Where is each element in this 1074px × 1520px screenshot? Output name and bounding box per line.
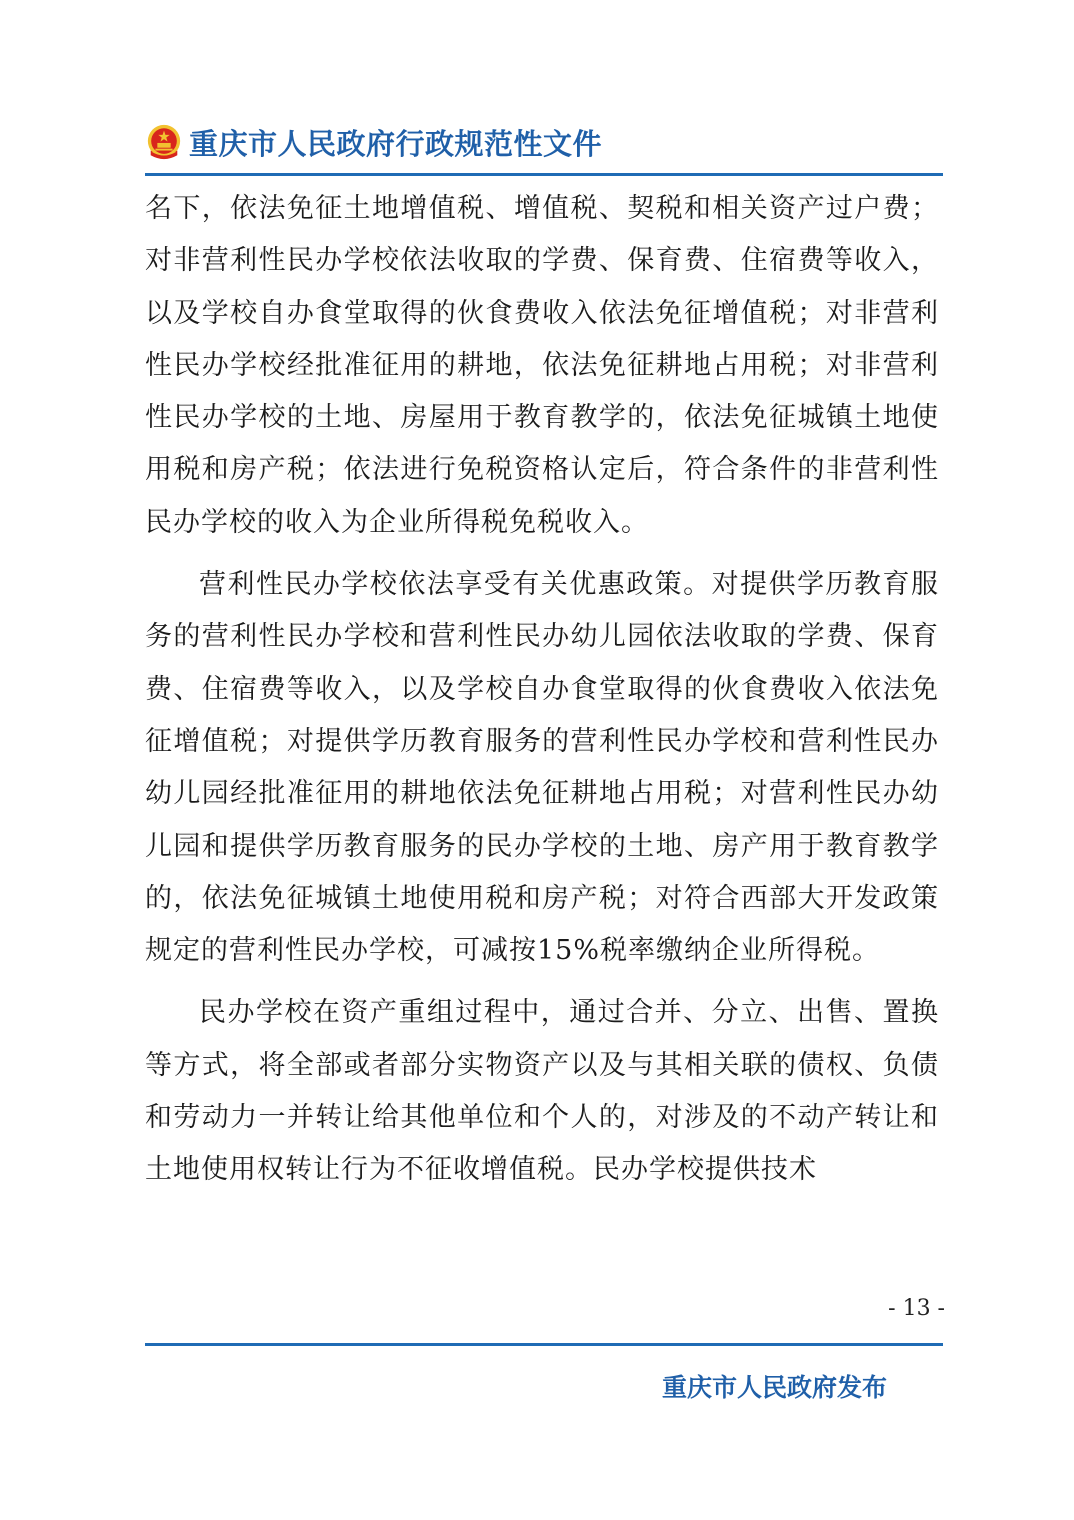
document-body	[145, 183, 939, 1197]
header-title: 重庆市人民政府行政规范性文件	[189, 126, 603, 161]
document-header	[145, 118, 602, 166]
footer-divider	[145, 1343, 943, 1346]
body-paragraph-1: 名下，依法免征土地增值税、增值税、契税和相关资产过户费；对非营利性民办学校依法收取的学费、保育费、住宿费等收入，以及学校自办食堂取得的伙食费收入依法免征增值税；对非营利性民办学校经批准征用的耕地，依法免征耕地占用税；对非营利性民办学校的土地、房屋用于教育教学的，依法免征城镇土地使用税和房产税；依法进行免税资格认定后，符合条件的非营利性民办学校的收入为企业所得税免税收入。	[145, 193, 939, 538]
footer-publisher: 重庆市人民政府发布	[662, 1373, 888, 1402]
page-number: - 13 -	[888, 1296, 945, 1321]
body-paragraph-2: 营利性民办学校依法享受有关优惠政策。对提供学历教育服务的营利性民办学校和营利性民办幼儿园依法收取的学费、保育费、住宿费等收入，以及学校自办食堂取得的伙食费收入依法免征增值税；对提供学历教育服务的营利性民办学校和营利性民办幼儿园经批准征用的耕地依法免征耕地占用税；对营利性民办幼儿园和提供学历教育服务的民办学校的土地、房产用于教育教学的，依法免征城镇土地使用税和房产税；对符合西部大开发政策规定的营利性民办学校，可减按15%税率缴纳企业所得税。	[145, 569, 939, 967]
header-divider	[145, 173, 943, 176]
national-emblem-icon	[145, 122, 183, 162]
body-paragraph-3: 民办学校在资产重组过程中，通过合并、分立、出售、置换等方式，将全部或者部分实物资产以及与其相关联的债权、负债和劳动力一并转让给其他单位和个人的，对涉及的不动产转让和土地使用权转让行为不征收增值税。民办学校提供技术	[145, 997, 939, 1186]
